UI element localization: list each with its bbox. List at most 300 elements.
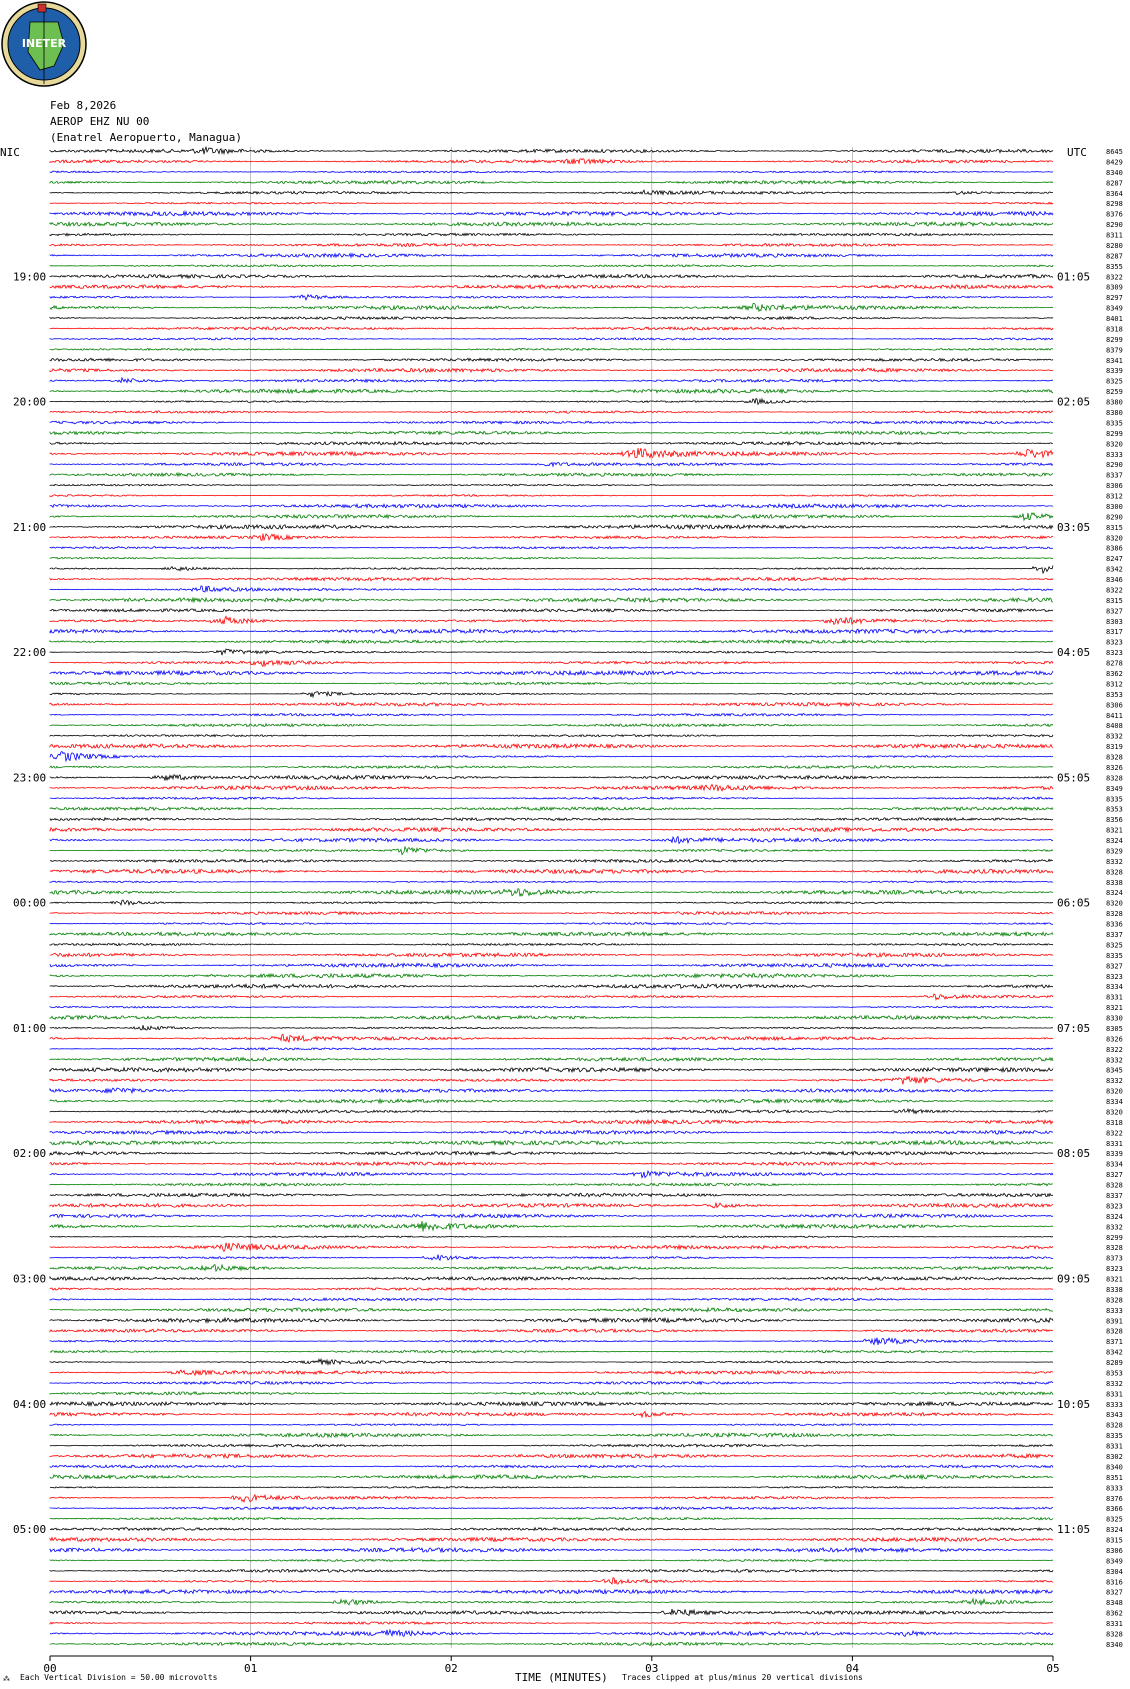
row-value-label: 8315 bbox=[1106, 523, 1123, 532]
trace-row-82 bbox=[50, 1006, 1053, 1008]
right-timezone-label: UTC bbox=[1067, 146, 1087, 159]
row-value-label: 8327 bbox=[1106, 1171, 1123, 1180]
trace-row-70 bbox=[50, 881, 1053, 883]
row-value-label: 8290 bbox=[1106, 221, 1123, 230]
row-value-label: 8353 bbox=[1106, 690, 1123, 699]
row-value-label: 8645 bbox=[1106, 148, 1123, 156]
trace-row-114 bbox=[50, 1338, 1053, 1345]
row-value-label: 8334 bbox=[1106, 1160, 1123, 1169]
row-value-label: 8331 bbox=[1106, 1139, 1123, 1148]
trace-row-17 bbox=[50, 327, 1053, 330]
row-value-label: 8332 bbox=[1106, 1223, 1123, 1232]
row-value-label: 8333 bbox=[1106, 1484, 1123, 1493]
trace-row-67 bbox=[50, 847, 1053, 855]
trace-row-55 bbox=[50, 724, 1053, 727]
trace-row-126 bbox=[50, 1465, 1053, 1468]
trace-row-21 bbox=[50, 368, 1053, 372]
row-value-label: 8306 bbox=[1106, 482, 1123, 491]
trace-row-104 bbox=[50, 1236, 1053, 1238]
row-value-label: 8300 bbox=[1106, 503, 1123, 511]
trace-row-71 bbox=[50, 889, 1053, 897]
row-value-label: 8320 bbox=[1106, 534, 1123, 543]
row-value-label: 8408 bbox=[1106, 722, 1123, 731]
date-label: Feb 8,2026 bbox=[50, 99, 117, 112]
trace-row-15 bbox=[50, 303, 1053, 311]
x-tick-label: 03 bbox=[645, 1662, 659, 1675]
row-value-label: 8332 bbox=[1106, 1379, 1123, 1388]
row-value-label: 8321 bbox=[1106, 826, 1123, 835]
corner-mark: ⁂ bbox=[3, 1675, 10, 1683]
row-value-label: 8320 bbox=[1106, 1108, 1123, 1117]
row-value-label: 8335 bbox=[1106, 951, 1123, 960]
trace-row-28 bbox=[50, 442, 1053, 445]
left-timezone-label: NIC bbox=[0, 146, 20, 159]
trace-row-96 bbox=[50, 1152, 1053, 1156]
row-value-label: 8332 bbox=[1106, 732, 1123, 741]
left-time-label: 22:00 bbox=[13, 646, 47, 660]
row-value-label: 8315 bbox=[1106, 596, 1123, 605]
row-value-label: 8317 bbox=[1106, 628, 1123, 637]
trace-row-4 bbox=[50, 190, 1053, 194]
trace-row-133 bbox=[50, 1538, 1053, 1542]
trace-row-48 bbox=[50, 649, 1053, 655]
row-value-label: 8332 bbox=[1106, 1077, 1123, 1086]
row-value-label: 8376 bbox=[1106, 1494, 1123, 1503]
trace-row-33 bbox=[50, 495, 1053, 497]
row-value-label: 8306 bbox=[1106, 701, 1123, 710]
trace-row-38 bbox=[50, 547, 1053, 549]
trace-row-35 bbox=[50, 513, 1053, 520]
trace-row-0 bbox=[50, 147, 1053, 154]
row-value-label: 8323 bbox=[1106, 972, 1123, 981]
trace-row-86 bbox=[50, 1048, 1053, 1050]
row-value-label: 8328 bbox=[1106, 868, 1123, 877]
trace-row-118 bbox=[50, 1381, 1053, 1384]
row-value-label: 8337 bbox=[1106, 1192, 1123, 1200]
row-value-label: 8349 bbox=[1106, 784, 1123, 793]
row-value-label: 8391 bbox=[1106, 1317, 1123, 1326]
row-value-label: 8287 bbox=[1106, 179, 1123, 188]
right-time-label: 04:05 bbox=[1057, 646, 1091, 660]
row-value-label: 8322 bbox=[1106, 586, 1123, 595]
trace-row-119 bbox=[50, 1392, 1053, 1395]
trace-row-44 bbox=[50, 609, 1053, 612]
trace-row-108 bbox=[50, 1277, 1053, 1280]
trace-row-142 bbox=[50, 1630, 1053, 1637]
row-value-label: 8349 bbox=[1106, 1557, 1123, 1566]
row-value-label: 8380 bbox=[1106, 409, 1123, 417]
trace-row-87 bbox=[50, 1058, 1053, 1062]
row-value-label: 8328 bbox=[1106, 910, 1123, 919]
row-value-label: 8335 bbox=[1106, 1432, 1123, 1441]
trace-row-141 bbox=[50, 1622, 1053, 1624]
trace-row-90 bbox=[50, 1088, 1053, 1093]
trace-row-7 bbox=[50, 222, 1053, 226]
trace-row-112 bbox=[50, 1318, 1053, 1322]
row-value-label: 8338 bbox=[1106, 878, 1123, 887]
trace-row-59 bbox=[50, 766, 1053, 769]
trace-row-83 bbox=[50, 1016, 1053, 1020]
row-value-label: 8353 bbox=[1106, 805, 1123, 814]
trace-row-34 bbox=[50, 504, 1053, 508]
trace-row-140 bbox=[50, 1609, 1053, 1616]
row-value-label: 8379 bbox=[1106, 346, 1123, 355]
trace-row-64 bbox=[50, 818, 1053, 821]
trace-row-98 bbox=[50, 1171, 1053, 1178]
trace-row-50 bbox=[50, 671, 1053, 675]
row-value-label: 8429 bbox=[1106, 158, 1123, 167]
row-value-label: 8328 bbox=[1106, 1327, 1123, 1336]
row-value-label: 8320 bbox=[1106, 899, 1123, 908]
x-tick-label: 01 bbox=[243, 1662, 258, 1675]
trace-row-37 bbox=[50, 534, 1053, 541]
x-tick-label: 04 bbox=[845, 1662, 860, 1675]
trace-row-19 bbox=[50, 348, 1053, 350]
trace-row-77 bbox=[50, 953, 1053, 957]
trace-row-68 bbox=[50, 859, 1053, 862]
trace-row-53 bbox=[50, 703, 1053, 706]
scale-note: Each Vertical Division = 50.00 microvolts bbox=[20, 1673, 218, 1682]
row-value-label: 8289 bbox=[1106, 1359, 1123, 1367]
right-time-label: 11:05 bbox=[1057, 1523, 1091, 1537]
trace-row-115 bbox=[50, 1350, 1053, 1352]
row-value-label: 8333 bbox=[1106, 1306, 1123, 1315]
row-value-label: 8290 bbox=[1106, 513, 1123, 522]
left-time-label: 03:00 bbox=[13, 1272, 47, 1286]
trace-row-49 bbox=[50, 660, 1053, 666]
row-value-label: 8340 bbox=[1106, 1640, 1123, 1649]
trace-row-113 bbox=[50, 1329, 1053, 1332]
row-value-label: 8328 bbox=[1106, 1630, 1123, 1639]
row-value-label: 8331 bbox=[1106, 1620, 1123, 1628]
row-value-label: 8334 bbox=[1106, 983, 1123, 992]
trace-row-76 bbox=[50, 943, 1053, 945]
row-value-label: 8346 bbox=[1106, 576, 1123, 584]
x-tick-label: 02 bbox=[444, 1662, 458, 1675]
row-value-label: 8329 bbox=[1106, 847, 1123, 856]
row-value-label: 8331 bbox=[1106, 993, 1123, 1002]
row-value-label: 8328 bbox=[1106, 1244, 1123, 1253]
location-label: (Enatrel Aeropuerto, Managua) bbox=[50, 131, 243, 144]
trace-row-92 bbox=[50, 1109, 1053, 1113]
trace-row-74 bbox=[50, 923, 1053, 925]
right-time-label: 08:05 bbox=[1057, 1147, 1091, 1161]
trace-row-58 bbox=[50, 752, 1053, 761]
trace-row-18 bbox=[50, 338, 1053, 340]
right-time-label: 05:05 bbox=[1057, 771, 1091, 785]
row-value-label: 8335 bbox=[1106, 419, 1123, 428]
trace-row-100 bbox=[50, 1193, 1053, 1197]
trace-row-39 bbox=[50, 557, 1053, 559]
row-value-label: 8322 bbox=[1106, 1129, 1123, 1138]
row-value-label: 8328 bbox=[1106, 774, 1123, 783]
trace-row-14 bbox=[50, 295, 1053, 300]
left-time-label: 19:00 bbox=[13, 270, 47, 284]
trace-row-30 bbox=[50, 463, 1053, 467]
row-value-label: 8325 bbox=[1106, 1515, 1123, 1524]
left-time-label: 20:00 bbox=[13, 395, 47, 409]
trace-row-128 bbox=[50, 1487, 1053, 1489]
trace-row-52 bbox=[50, 692, 1053, 697]
station-label: AEROP EHZ NU 00 bbox=[50, 115, 150, 128]
trace-row-42 bbox=[50, 586, 1053, 592]
right-time-label: 09:05 bbox=[1057, 1272, 1091, 1286]
row-value-label: 8324 bbox=[1106, 1212, 1123, 1221]
row-value-label: 8331 bbox=[1106, 1442, 1123, 1451]
trace-row-36 bbox=[50, 525, 1053, 529]
row-value-label: 8341 bbox=[1106, 356, 1123, 365]
row-value-label: 8337 bbox=[1106, 931, 1123, 939]
trace-row-132 bbox=[50, 1528, 1053, 1531]
row-value-label: 8323 bbox=[1106, 1202, 1123, 1211]
row-value-label: 8299 bbox=[1106, 429, 1123, 438]
row-value-label: 8325 bbox=[1106, 377, 1123, 386]
trace-row-91 bbox=[50, 1099, 1053, 1103]
row-value-label: 8328 bbox=[1106, 1296, 1123, 1305]
trace-row-2 bbox=[50, 171, 1053, 173]
row-value-label: 8342 bbox=[1106, 565, 1123, 574]
trace-row-103 bbox=[50, 1221, 1053, 1231]
trace-row-47 bbox=[50, 640, 1053, 643]
trace-row-5 bbox=[50, 202, 1053, 204]
left-time-label: 23:00 bbox=[13, 771, 47, 785]
trace-row-65 bbox=[50, 828, 1053, 832]
trace-row-25 bbox=[50, 411, 1053, 413]
trace-row-23 bbox=[50, 389, 1053, 393]
row-value-label: 8278 bbox=[1106, 659, 1123, 668]
trace-row-80 bbox=[50, 984, 1053, 988]
trace-row-29 bbox=[50, 448, 1053, 458]
row-value-label: 8321 bbox=[1106, 1004, 1123, 1013]
left-time-label: 21:00 bbox=[13, 520, 47, 534]
row-value-label: 8327 bbox=[1106, 607, 1123, 616]
left-time-label: 01:00 bbox=[13, 1021, 47, 1035]
logo-text: INETER bbox=[21, 37, 67, 50]
row-value-label: 8353 bbox=[1106, 1369, 1123, 1378]
trace-row-111 bbox=[50, 1308, 1053, 1312]
trace-row-12 bbox=[50, 275, 1053, 278]
trace-row-99 bbox=[50, 1183, 1053, 1186]
trace-row-66 bbox=[50, 837, 1053, 844]
seismic-traces bbox=[50, 147, 1053, 1645]
trace-row-24 bbox=[50, 399, 1053, 405]
row-value-label: 8319 bbox=[1106, 743, 1123, 752]
row-value-label: 8323 bbox=[1106, 649, 1123, 658]
row-value-label: 8247 bbox=[1106, 555, 1123, 564]
x-axis-title: TIME (MINUTES) bbox=[515, 1671, 608, 1684]
right-time-label: 07:05 bbox=[1057, 1021, 1091, 1035]
row-value-label: 8328 bbox=[1106, 753, 1123, 762]
trace-row-40 bbox=[50, 566, 1053, 574]
trace-row-137 bbox=[50, 1578, 1053, 1584]
row-value-label: 8343 bbox=[1106, 1411, 1123, 1420]
trace-row-106 bbox=[50, 1255, 1053, 1261]
trace-row-122 bbox=[50, 1424, 1053, 1426]
trace-row-9 bbox=[50, 244, 1053, 247]
row-value-label: 8302 bbox=[1106, 1453, 1123, 1461]
trace-row-143 bbox=[50, 1642, 1053, 1645]
trace-row-84 bbox=[50, 1025, 1053, 1030]
grid-lines bbox=[251, 147, 853, 1648]
row-value-label: 8345 bbox=[1106, 1066, 1123, 1075]
trace-row-63 bbox=[50, 807, 1053, 810]
x-tick-label: 05 bbox=[1046, 1662, 1060, 1675]
right-time-label: 06:05 bbox=[1057, 896, 1091, 910]
row-value-label: 8304 bbox=[1106, 1567, 1123, 1576]
row-value-label: 8371 bbox=[1106, 1338, 1123, 1347]
trace-row-102 bbox=[50, 1214, 1053, 1218]
row-value-label: 8339 bbox=[1106, 1150, 1123, 1159]
row-value-label: 8280 bbox=[1106, 242, 1123, 250]
trace-row-46 bbox=[50, 629, 1053, 633]
trace-row-6 bbox=[50, 212, 1053, 216]
trace-row-27 bbox=[50, 431, 1053, 434]
trace-row-78 bbox=[50, 963, 1053, 967]
trace-row-45 bbox=[50, 616, 1053, 624]
row-value-label: 8327 bbox=[1106, 1588, 1123, 1597]
left-time-label: 02:00 bbox=[13, 1147, 47, 1161]
row-value-label: 8330 bbox=[1106, 1014, 1123, 1023]
trace-row-127 bbox=[50, 1475, 1053, 1479]
trace-row-16 bbox=[50, 317, 1053, 320]
row-value-label: 8320 bbox=[1106, 1087, 1123, 1096]
left-time-label: 00:00 bbox=[13, 896, 47, 910]
right-time-label: 03:05 bbox=[1057, 520, 1091, 534]
time-labels bbox=[13, 148, 1123, 1649]
row-value-label: 8338 bbox=[1106, 1286, 1123, 1294]
clip-note: Traces clipped at plus/minus 20 vertical divisions bbox=[622, 1673, 863, 1682]
row-value-label: 8333 bbox=[1106, 450, 1123, 459]
trace-row-51 bbox=[50, 682, 1053, 685]
row-value-label: 8324 bbox=[1106, 837, 1123, 845]
row-value-label: 8326 bbox=[1106, 1035, 1123, 1044]
trace-row-94 bbox=[50, 1131, 1053, 1135]
row-value-label: 8334 bbox=[1106, 1098, 1123, 1106]
trace-row-85 bbox=[50, 1034, 1053, 1042]
trace-row-69 bbox=[50, 869, 1053, 873]
right-time-label: 10:05 bbox=[1057, 1397, 1091, 1411]
row-value-label: 8373 bbox=[1106, 1254, 1123, 1263]
row-value-label: 8355 bbox=[1106, 262, 1123, 271]
row-value-label: 8297 bbox=[1106, 294, 1123, 303]
row-value-label: 8351 bbox=[1106, 1473, 1123, 1482]
trace-row-125 bbox=[50, 1454, 1053, 1458]
trace-row-116 bbox=[50, 1359, 1053, 1365]
trace-row-22 bbox=[50, 378, 1053, 383]
trace-row-139 bbox=[50, 1599, 1053, 1606]
row-value-label: 8287 bbox=[1106, 252, 1123, 261]
trace-row-73 bbox=[50, 912, 1053, 915]
row-value-label: 8336 bbox=[1106, 920, 1123, 929]
trace-row-109 bbox=[50, 1288, 1053, 1291]
trace-row-20 bbox=[50, 358, 1053, 361]
row-value-label: 8411 bbox=[1106, 711, 1123, 720]
trace-row-130 bbox=[50, 1507, 1053, 1510]
row-value-label: 8305 bbox=[1106, 1025, 1123, 1033]
trace-row-43 bbox=[50, 598, 1053, 602]
row-value-label: 8339 bbox=[1106, 367, 1123, 376]
row-value-label: 8342 bbox=[1106, 1348, 1123, 1357]
row-value-label: 8356 bbox=[1106, 816, 1123, 825]
trace-row-26 bbox=[50, 421, 1053, 424]
row-value-label: 8349 bbox=[1106, 304, 1123, 313]
trace-row-124 bbox=[50, 1444, 1053, 1447]
trace-row-72 bbox=[50, 900, 1053, 905]
row-value-label: 8316 bbox=[1106, 1578, 1123, 1587]
row-value-label: 8312 bbox=[1106, 492, 1123, 501]
row-value-label: 8386 bbox=[1106, 544, 1123, 553]
row-value-label: 8332 bbox=[1106, 857, 1123, 866]
trace-row-135 bbox=[50, 1559, 1053, 1561]
row-value-label: 8401 bbox=[1106, 315, 1123, 323]
trace-row-3 bbox=[50, 181, 1053, 184]
row-value-label: 8328 bbox=[1106, 1181, 1123, 1190]
row-value-label: 8376 bbox=[1106, 210, 1123, 219]
row-value-label: 8306 bbox=[1106, 1547, 1123, 1555]
trace-row-8 bbox=[50, 233, 1053, 235]
trace-row-13 bbox=[50, 285, 1053, 289]
row-value-label: 8332 bbox=[1106, 1056, 1123, 1065]
trace-row-10 bbox=[50, 254, 1053, 258]
row-value-label: 8337 bbox=[1106, 471, 1123, 480]
trace-row-110 bbox=[50, 1298, 1053, 1301]
row-value-label: 8328 bbox=[1106, 1421, 1123, 1430]
trace-row-1 bbox=[50, 159, 1053, 164]
row-value-label: 8323 bbox=[1106, 1265, 1123, 1274]
row-value-label: 8318 bbox=[1106, 1118, 1123, 1127]
trace-row-101 bbox=[50, 1203, 1053, 1208]
row-value-label: 8325 bbox=[1106, 941, 1123, 950]
trace-row-41 bbox=[50, 577, 1053, 580]
row-value-label: 8299 bbox=[1106, 335, 1123, 344]
row-value-label: 8321 bbox=[1106, 1275, 1123, 1284]
trace-row-54 bbox=[50, 714, 1053, 717]
trace-row-123 bbox=[50, 1433, 1053, 1437]
row-value-label: 8309 bbox=[1106, 283, 1123, 292]
trace-row-131 bbox=[50, 1518, 1053, 1520]
row-value-label: 8259 bbox=[1106, 388, 1123, 397]
trace-row-105 bbox=[50, 1243, 1053, 1252]
trace-row-61 bbox=[50, 784, 1053, 791]
right-time-label: 02:05 bbox=[1057, 395, 1091, 409]
row-value-label: 8299 bbox=[1106, 1233, 1123, 1242]
trace-row-81 bbox=[50, 994, 1053, 1000]
row-value-label: 8366 bbox=[1106, 1505, 1123, 1514]
row-value-label: 8362 bbox=[1106, 670, 1123, 678]
row-value-label: 8303 bbox=[1106, 617, 1123, 626]
trace-row-79 bbox=[50, 974, 1053, 978]
trace-row-62 bbox=[50, 797, 1053, 799]
trace-row-88 bbox=[50, 1068, 1053, 1072]
trace-row-129 bbox=[50, 1495, 1053, 1502]
trace-row-95 bbox=[50, 1141, 1053, 1145]
row-value-label: 8324 bbox=[1106, 1526, 1123, 1535]
trace-row-93 bbox=[50, 1120, 1053, 1124]
trace-row-75 bbox=[50, 932, 1053, 936]
trace-row-89 bbox=[50, 1077, 1053, 1085]
row-value-label: 8315 bbox=[1106, 1536, 1123, 1545]
row-value-label: 8318 bbox=[1106, 325, 1123, 334]
trace-row-107 bbox=[50, 1265, 1053, 1271]
trace-row-97 bbox=[50, 1162, 1053, 1165]
trace-row-57 bbox=[50, 744, 1053, 748]
trace-row-138 bbox=[50, 1590, 1053, 1594]
row-value-label: 8364 bbox=[1106, 189, 1123, 198]
row-value-label: 8340 bbox=[1106, 1463, 1123, 1472]
row-value-label: 8322 bbox=[1106, 1045, 1123, 1054]
trace-row-60 bbox=[50, 775, 1053, 781]
row-value-label: 8348 bbox=[1106, 1599, 1123, 1608]
